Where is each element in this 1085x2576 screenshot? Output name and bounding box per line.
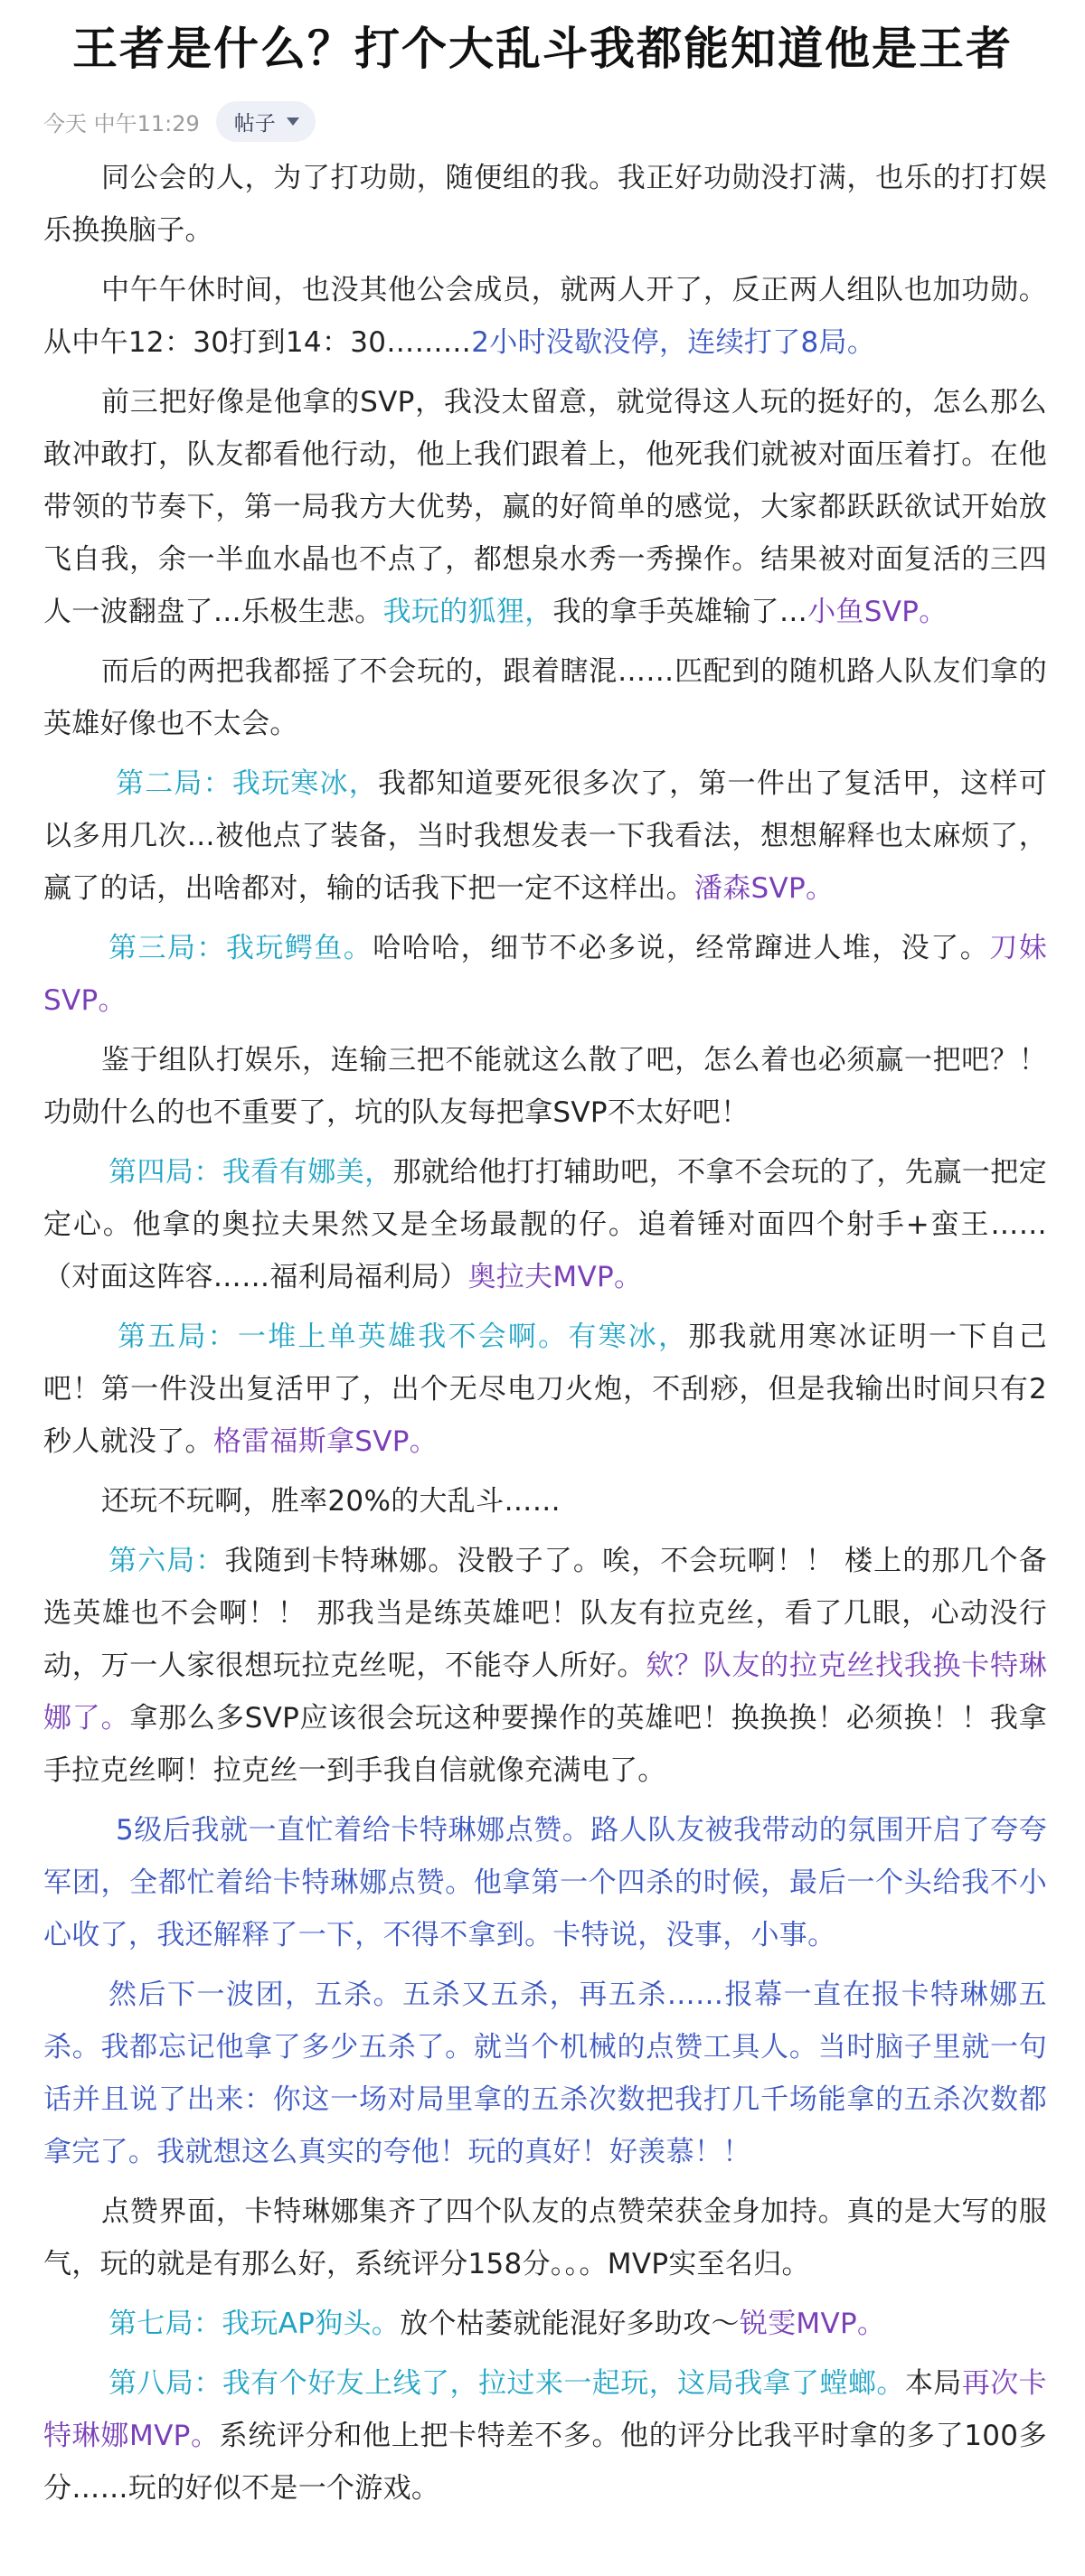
paragraph-game-6 bbox=[43, 1535, 1047, 1797]
game-label: 第二局：我玩寒冰， bbox=[116, 767, 378, 800]
text-segment: 还玩不玩啊，胜率20%的大乱斗…… bbox=[101, 1485, 561, 1518]
text-segment: 放个枯萎就能混好多助攻～ bbox=[400, 2308, 740, 2340]
paragraph-1 bbox=[43, 152, 1047, 257]
paragraph-game-3 bbox=[43, 922, 1047, 1027]
paragraph-game-4 bbox=[43, 1146, 1047, 1303]
paragraph-game-5 bbox=[43, 1311, 1047, 1468]
text-segment: 哈哈哈，细节不必多说，经常蹿进人堆，没了。 bbox=[373, 932, 990, 964]
mvp-result: 再次卡特琳娜MVP。 bbox=[43, 2367, 1047, 2452]
paragraph-game-8 bbox=[43, 2357, 1047, 2515]
mvp-result: 锐雯MVP。 bbox=[739, 2308, 886, 2340]
post-type-dropdown[interactable] bbox=[216, 101, 316, 142]
game-label: 第五局：一堆上单英雄我不会啊。有寒冰， bbox=[118, 1321, 689, 1353]
text-segment: 我的拿手英雄输了… bbox=[552, 596, 808, 628]
text-segment: 鉴于组队打娱乐，连输三把不能就这么散了吧，怎么着也必须赢一把吧？！ 功勋什么的也不重要了，坑的队友每把拿SVP不太好吧！ bbox=[43, 1044, 1047, 1129]
caret-down-icon bbox=[287, 118, 299, 126]
mvp-result: 欸？队友的拉克丝找我换卡特琳娜了。 bbox=[43, 1650, 1047, 1735]
text-segment: 拿那么多SVP应该很会玩这种要操作的英雄吧！换换换！必须换！！我拿手拉克丝啊！拉克丝一到手我自信就像充满电了。 bbox=[43, 1702, 1047, 1787]
post-time: 今天 中午11:29 bbox=[43, 111, 200, 136]
game-label: 第四局：我看有娜美， bbox=[108, 1156, 393, 1189]
paragraph-2 bbox=[43, 264, 1047, 369]
text-segment: 本局 bbox=[904, 2367, 962, 2400]
mvp-result: 格雷福斯拿SVP。 bbox=[212, 1425, 439, 1458]
text-segment: 前三把好像是他拿的SVP，我没太留意，就觉得这人玩的挺好的，怎么那么敢冲敢打，队友都看他行动，他上我们跟着上，他死我们就被对面压着打。在他带领的节奏下，第一局我方大优势，赢的好简单的感觉，大家都跃跃欲试开始放飞自我，余一半血水晶也不点了，都想泉水秀一秀操作。结果被对面复活的三四人一波翻盘了…乐极生悲。 bbox=[43, 386, 1047, 628]
text-segment: 而后的两把我都摇了不会玩的，跟着瞎混……匹配到的随机路人队友们拿的英雄好像也不太会。 bbox=[43, 655, 1047, 740]
game-label: 我玩的狐狸， bbox=[382, 596, 553, 628]
text-segment: 我都知道要死很多次了，第一件出了复活甲，这样可以多用几次…被他点了装备，当时我想发表一下我看法，想想解释也太麻烦了，赢了的话，出啥都对，输的话我下把一定不这样出。 bbox=[43, 767, 1047, 905]
text-segment: 那我就用寒冰证明一下自己吧！第一件没出复活甲了，出个无尽电刀火炮，不刮痧，但是我输出时间只有2秒人就没了。 bbox=[43, 1321, 1047, 1458]
game-label: 第三局：我玩鳄鱼。 bbox=[108, 932, 373, 964]
text-segment: 点赞界面，卡特琳娜集齐了四个队友的点赞荣获金身加持。真的是大写的服气，玩的就是有那么好，系统评分158分。。。MVP实至名归。 bbox=[43, 2195, 1047, 2280]
paragraph-game-2 bbox=[43, 757, 1047, 915]
game-label: 第七局：我玩AP狗头。 bbox=[108, 2308, 401, 2340]
text-segment: 那就给他打打辅助吧，不拿不会玩的了，先赢一把定定心。他拿的奥拉夫果然又是全场最靓的仔。追着锤对面四个射手+蛮王……（对面这阵容……福利局福利局） bbox=[43, 1156, 1047, 1293]
mvp-result: 奥拉夫MVP。 bbox=[467, 1261, 643, 1293]
highlight-text: 2小时没歇没停，连续打了8局。 bbox=[471, 326, 876, 359]
paragraph-12 bbox=[43, 1804, 1047, 1961]
game-label: 第八局：我有个好友上线了，拉过来一起玩，这局我拿了螳螂。 bbox=[108, 2367, 905, 2400]
paragraph-4 bbox=[43, 645, 1047, 750]
paragraph-3 bbox=[43, 376, 1047, 638]
paragraph-13 bbox=[43, 1969, 1047, 2178]
paragraph-14 bbox=[43, 2186, 1047, 2290]
game-label: 第六局： bbox=[108, 1545, 225, 1577]
post-body bbox=[43, 152, 1047, 2522]
post-title: 王者是什么？打个大乱斗我都能知道他是王者 bbox=[72, 23, 1013, 75]
highlight-text: 5级后我就一直忙着给卡特琳娜点赞。路人队友被我带动的氛围开启了夸夸军团，全都忙着给卡特琳娜点赞。他拿第一个四杀的时候，最后一个头给我不小心收了，我还解释了一下，不得不拿到。卡特说，没事，小事。 bbox=[43, 1814, 1047, 1951]
post-meta bbox=[43, 101, 316, 142]
paragraph-10 bbox=[43, 1475, 1047, 1528]
highlight-text: 然后下一波团，五杀。五杀又五杀，再五杀……报幕一直在报卡特琳娜五杀。我都忘记他拿了多少五杀了。就当个机械的点赞工具人。当时脑子里就一句话并且说了出来：你这一场对局里拿的五杀次数把我打几千场能拿的五杀次数都拿完了。我就想这么真实的夸他！玩的真好！好羡慕！！ bbox=[43, 1979, 1047, 2168]
text-segment: 同公会的人，为了打功勋，随便组的我。我正好功勋没打满，也乐的打打娱乐换换脑子。 bbox=[43, 162, 1047, 247]
text-segment: 我随到卡特琳娜。没骰子了。唉，不会玩啊！！ 楼上的那几个备选英雄也不会啊！！ 那我当是练英雄吧！队友有拉克丝，看了几眼，心动没行动，万一人家很想玩拉克丝呢，不能夺人所好。 bbox=[43, 1545, 1047, 1682]
paragraph-7 bbox=[43, 1034, 1047, 1139]
mvp-result: 小鱼SVP。 bbox=[807, 596, 948, 628]
post-type-label: 帖子 bbox=[233, 112, 276, 136]
text-segment: 中午午休时间，也没其他公会成员，就两人开了，反正两人组队也加功勋。从中午12：30打到14：30……… bbox=[43, 274, 1047, 359]
mvp-result: 刀妹SVP。 bbox=[43, 932, 1047, 1017]
mvp-result: 潘森SVP。 bbox=[693, 872, 835, 905]
paragraph-game-7 bbox=[43, 2298, 1047, 2350]
text-segment: 系统评分和他上把卡特差不多。他的评分比我平时拿的多了100多分……玩的好似不是一个游戏。 bbox=[43, 2420, 1047, 2505]
